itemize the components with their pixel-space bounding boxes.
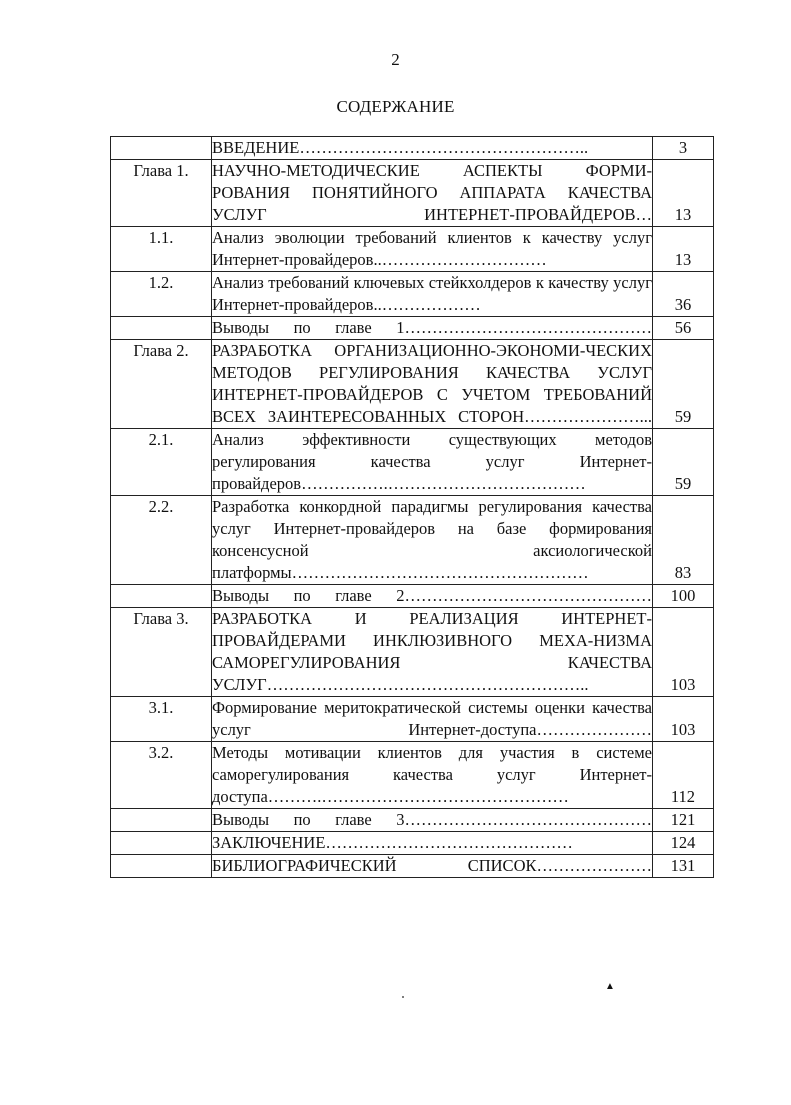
toc-row-section-1-1 xyxy=(111,227,714,272)
toc-label: 2.1. xyxy=(111,429,212,496)
toc-label: 3.2. xyxy=(111,742,212,809)
toc-page: 13 xyxy=(653,227,714,272)
toc-page: 59 xyxy=(653,429,714,496)
toc-title: РАЗРАБОТКА ОРГАНИЗАЦИОННО-ЭКОНОМИ-ЧЕСКИХ МЕТОДОВ РЕГУЛИРОВАНИЯ КАЧЕСТВА УСЛУГ ИНТЕРНЕТ-ПРОВАЙДЕРОВ С УЧЕТОМ ТРЕБОВАНИЙ ВСЕХ ЗАИНТЕРЕСОВАННЫХ СТОРОН…………………... xyxy=(212,340,653,429)
toc-page: 131 xyxy=(653,855,714,878)
toc-title: ВВЕДЕНИЕ…………………………………………….. xyxy=(212,137,653,160)
toc-page: 56 xyxy=(653,317,714,340)
toc-row-chapter-2 xyxy=(111,340,714,429)
toc-row-bibliography xyxy=(111,855,714,878)
toc-row-section-3-2 xyxy=(111,742,714,809)
toc-title: Анализ эволюции требований клиентов к качеству услуг Интернет-провайдеров..………………………… xyxy=(212,227,653,272)
scan-speck xyxy=(402,996,404,998)
toc-page: 36 xyxy=(653,272,714,317)
toc-page: 103 xyxy=(653,697,714,742)
toc-page: 3 xyxy=(653,137,714,160)
toc-page: 112 xyxy=(653,742,714,809)
toc-row-conclusions-2 xyxy=(111,585,714,608)
toc-page: 121 xyxy=(653,809,714,832)
toc-title: Анализ требований ключевых стейкхолдеров к качеству услуг Интернет-провайдеров..……………… xyxy=(212,272,653,317)
toc-row-conclusions-3 xyxy=(111,809,714,832)
toc-title: ЗАКЛЮЧЕНИЕ……………………………………… xyxy=(212,832,653,855)
toc-page: 59 xyxy=(653,340,714,429)
toc-row-section-1-2 xyxy=(111,272,714,317)
toc-label: Глава 2. xyxy=(111,340,212,429)
toc-label: Глава 1. xyxy=(111,160,212,227)
page-title: СОДЕРЖАНИЕ xyxy=(336,97,455,116)
toc-row-chapter-1 xyxy=(111,160,714,227)
toc-page: 13 xyxy=(653,160,714,227)
table-of-contents xyxy=(110,136,714,878)
toc-label: 3.1. xyxy=(111,697,212,742)
toc-row-section-3-1 xyxy=(111,697,714,742)
toc-row-section-2-2 xyxy=(111,496,714,585)
toc-label: Глава 3. xyxy=(111,608,212,697)
toc-label xyxy=(111,809,212,832)
toc-label: 2.2. xyxy=(111,496,212,585)
toc-title: Выводы по главе 2……………………………………… xyxy=(212,585,653,608)
toc-label xyxy=(111,317,212,340)
toc-page: 124 xyxy=(653,832,714,855)
toc-title: НАУЧНО-МЕТОДИЧЕСКИЕ АСПЕКТЫ ФОРМИ-РОВАНИЯ ПОНЯТИЙНОГО АППАРАТА КАЧЕСТВА УСЛУГ ИНТЕРНЕТ-ПРОВАЙДЕРОВ… xyxy=(212,160,653,227)
toc-label xyxy=(111,855,212,878)
toc-label: 1.1. xyxy=(111,227,212,272)
toc-label xyxy=(111,832,212,855)
toc-page: 100 xyxy=(653,585,714,608)
toc-title: РАЗРАБОТКА И РЕАЛИЗАЦИЯ ИНТЕРНЕТ-ПРОВАЙДЕРАМИ ИНКЛЮЗИВНОГО МЕХА-НИЗМА САМОРЕГУЛИРОВАНИЯ КАЧЕСТВА УСЛУГ………………………………………………….. xyxy=(212,608,653,697)
toc-page: 103 xyxy=(653,608,714,697)
toc-title: БИБЛИОГРАФИЧЕСКИЙ СПИСОК………………… xyxy=(212,855,653,878)
toc-row-chapter-3 xyxy=(111,608,714,697)
toc-label: 1.2. xyxy=(111,272,212,317)
toc-title: Формирование меритократической системы оценки качества услуг Интернет-доступа………………… xyxy=(212,697,653,742)
toc-row-introduction xyxy=(111,137,714,160)
toc-title: Выводы по главе 3……………………………………… xyxy=(212,809,653,832)
toc-label xyxy=(111,137,212,160)
toc-title: Разработка конкордной парадигмы регулирования качества услуг Интернет-провайдеров на базе формирования консенсусной аксиологической платформы……………………………………………… xyxy=(212,496,653,585)
toc-title: Методы мотивации клиентов для участия в системе саморегулирования качества услуг Интернет-доступа……….……………………………………… xyxy=(212,742,653,809)
toc-page: 83 xyxy=(653,496,714,585)
toc-row-conclusion xyxy=(111,832,714,855)
toc-title: Выводы по главе 1……………………………………… xyxy=(212,317,653,340)
page-number: 2 xyxy=(391,50,400,69)
scan-mark-triangle-icon: ▲ xyxy=(605,981,615,992)
toc-title: Анализ эффективности существующих методов регулирования качества услуг Интернет-провайдеров…………….……………………………… xyxy=(212,429,653,496)
toc-row-conclusions-1 xyxy=(111,317,714,340)
toc-label xyxy=(111,585,212,608)
toc-row-section-2-1 xyxy=(111,429,714,496)
